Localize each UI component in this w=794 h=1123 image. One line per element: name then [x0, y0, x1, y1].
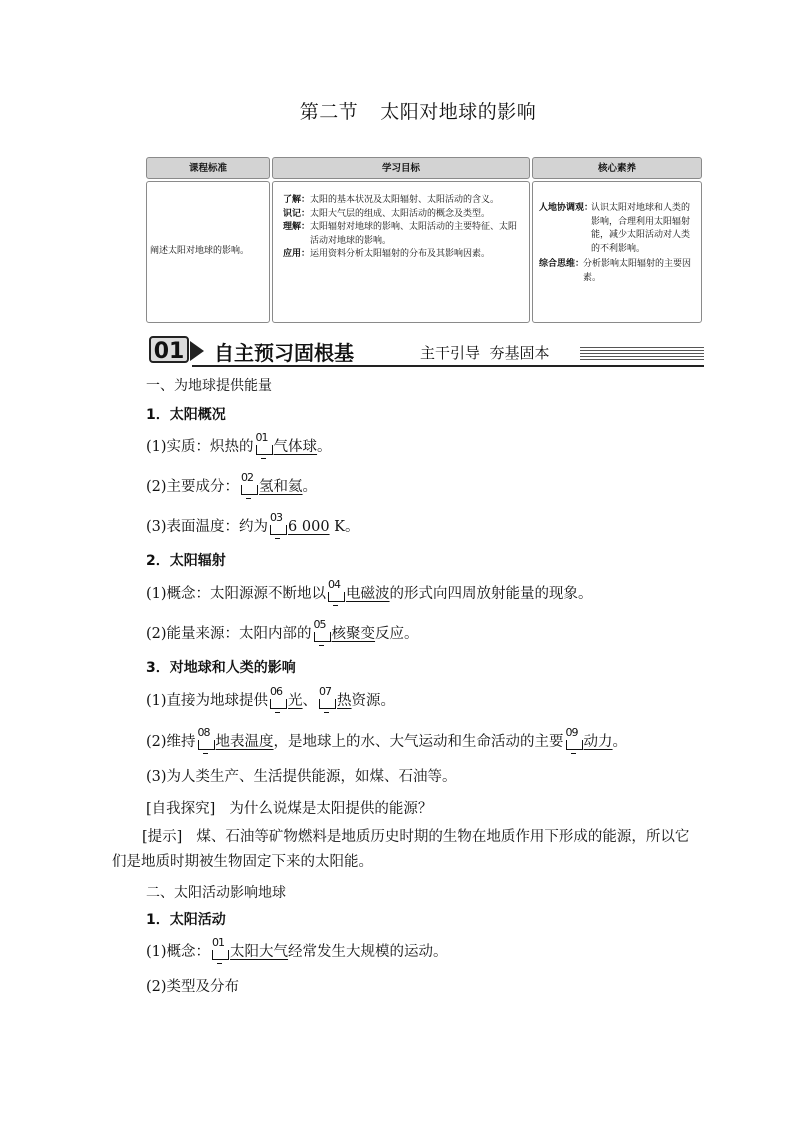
competency-item [539, 258, 696, 285]
blank-marker-icon [211, 936, 229, 962]
competency-label: 综合思维： [539, 259, 585, 269]
curriculum-text: 阐述太阳对地球的影响。 [150, 246, 250, 257]
subheading-impact: 3．对地球和人类的影响 [146, 660, 296, 676]
answer-text: 气体球 [273, 439, 318, 455]
line-text: (2)维持 [146, 734, 196, 750]
blank-marker-icon [318, 685, 336, 711]
competency-text: 认识太阳对地球和人类的影响，合理利用太阳辐射能，减少太阳活动对人类的不利影响。 [591, 203, 691, 254]
line-text: 。 [317, 439, 332, 455]
hint-text: 煤、石油等矿物燃料是地质历史时期的生物在地质作用下形成的能源，所以它们是地质时期被生物固定下来的太阳能。 [112, 829, 690, 870]
blank-marker-icon [197, 726, 215, 752]
answer-text: 太阳大气 [230, 944, 289, 960]
competency-text: 分析影响太阳辐射的主要因素。 [583, 259, 692, 283]
line-text: (1)概念：太阳源源不断地以 [146, 586, 327, 602]
blank-number: 01 [255, 431, 268, 444]
blank-number: 06 [270, 685, 283, 698]
heading-energy: 一、为地球提供能量 [146, 378, 272, 394]
header-curriculum: 课程标准 [146, 157, 270, 179]
blank-marker-icon [565, 726, 583, 752]
hint-label: [提示] [142, 829, 183, 845]
line-text: (3)表面温度：约为 [146, 519, 269, 535]
competency-label: 人地协调观： [539, 203, 594, 213]
blank-number: 02 [241, 471, 254, 484]
line-text: ，是地球上的水、大气运动和生命活动的主要 [273, 734, 564, 750]
line-energy-source [146, 618, 419, 644]
blank-marker-icon [240, 471, 258, 497]
banner-subtitle: 主干引导 夯基固本 [420, 344, 550, 362]
line-surface-temperature [146, 726, 628, 752]
line-text: 资源。 [351, 693, 396, 709]
explore-question: 为什么说煤是太阳提供的能源？ [229, 801, 433, 817]
section-banner [146, 333, 704, 367]
line-text: (2)主要成分： [146, 479, 240, 495]
objective-label: 理解： [283, 222, 311, 232]
answer-text: 氢和氦 [259, 479, 303, 495]
section-name: 太阳对地球的影响 [380, 101, 537, 123]
heading-solar-activity: 二、太阳活动影响地球 [146, 885, 286, 901]
line-text: 经常发生大规模的运动。 [288, 944, 448, 960]
banner-title: 自主预习固根基 [214, 341, 354, 365]
blank-marker-icon [255, 431, 273, 457]
line-text: (1)概念： [146, 944, 211, 960]
line-activity-concept [146, 936, 448, 962]
blank-number: 08 [197, 726, 210, 739]
blank-marker-icon [313, 618, 331, 644]
objective-text: 运用资料分析太阳辐射的分布及其影响因素。 [310, 249, 491, 259]
objective-item [283, 194, 525, 208]
objective-text: 太阳的基本状况及太阳辐射、太阳活动的含义。 [310, 195, 500, 205]
blank-number: 01 [212, 936, 225, 949]
objective-text: 太阳辐射对地球的影响、太阳活动的主要特征、太阳活动对地球的影响。 [310, 222, 518, 246]
line-text: 的形式向四周放射能量的现象。 [389, 586, 593, 602]
blank-number: 04 [328, 578, 341, 591]
objective-text: 太阳大气层的组成、太阳活动的概念及类型。 [310, 208, 491, 219]
answer-text: 热 [337, 693, 352, 709]
banner-number: 01 [149, 336, 189, 363]
objective-label: 识记： [283, 208, 311, 219]
objective-label: 应用： [283, 249, 311, 259]
answer-text: 电磁波 [346, 586, 390, 602]
line-text: 、 [302, 693, 318, 709]
line-composition [146, 471, 318, 497]
standards-table [146, 157, 702, 323]
header-competencies: 核心素养 [532, 157, 702, 179]
banner-decoration [580, 347, 704, 361]
blank-marker-icon [269, 685, 287, 711]
objective-item [283, 248, 525, 262]
competency-item [539, 202, 696, 256]
subheading-solar-activity: 1．太阳活动 [146, 912, 226, 928]
objective-item [283, 221, 525, 248]
line-text: 反应。 [375, 626, 419, 642]
line-energy-provision: (3)为人类生产、生活提供能源，如煤、石油等。 [146, 769, 457, 785]
objective-item [283, 208, 525, 222]
answer-text: 6 000 [288, 519, 330, 535]
line-text: (1)实质：炽热的 [146, 439, 254, 455]
objective-label: 了解： [283, 195, 311, 205]
blank-number: 07 [319, 685, 332, 698]
self-explore [146, 797, 432, 818]
line-text: (2)能量来源：太阳内部的 [146, 626, 312, 642]
line-text: K。 [329, 519, 360, 535]
hint-paragraph [112, 825, 702, 875]
answer-text: 动力 [583, 734, 613, 750]
line-text: 。 [612, 734, 628, 750]
explore-label: [自我探究] [146, 801, 216, 817]
blank-marker-icon [327, 578, 345, 604]
line-temperature [146, 511, 360, 537]
header-objectives: 学习目标 [272, 157, 530, 179]
line-types: (2)类型及分布 [146, 979, 240, 995]
subheading-sun-overview: 1．太阳概况 [146, 407, 226, 423]
line-radiation-concept [146, 578, 593, 604]
page-title [0, 97, 794, 124]
line-light-heat [146, 685, 396, 711]
curriculum-cell [146, 181, 270, 323]
blank-number: 03 [270, 511, 283, 524]
banner-underline [192, 365, 704, 367]
competencies-cell [532, 181, 702, 323]
subheading-solar-radiation: 2．太阳辐射 [146, 553, 226, 569]
section-number: 第二节 [299, 101, 359, 123]
objectives-cell [272, 181, 530, 323]
answer-text: 核聚变 [331, 626, 376, 642]
blank-number: 05 [313, 618, 326, 631]
line-text: (1)直接为地球提供 [146, 693, 269, 709]
answer-text: 光 [288, 693, 303, 709]
blank-number: 09 [565, 726, 578, 739]
line-text: 。 [302, 479, 318, 495]
line-essence [146, 431, 332, 457]
blank-marker-icon [269, 511, 287, 537]
banner-arrow-icon [190, 341, 204, 361]
answer-text: 地表温度 [215, 734, 274, 750]
